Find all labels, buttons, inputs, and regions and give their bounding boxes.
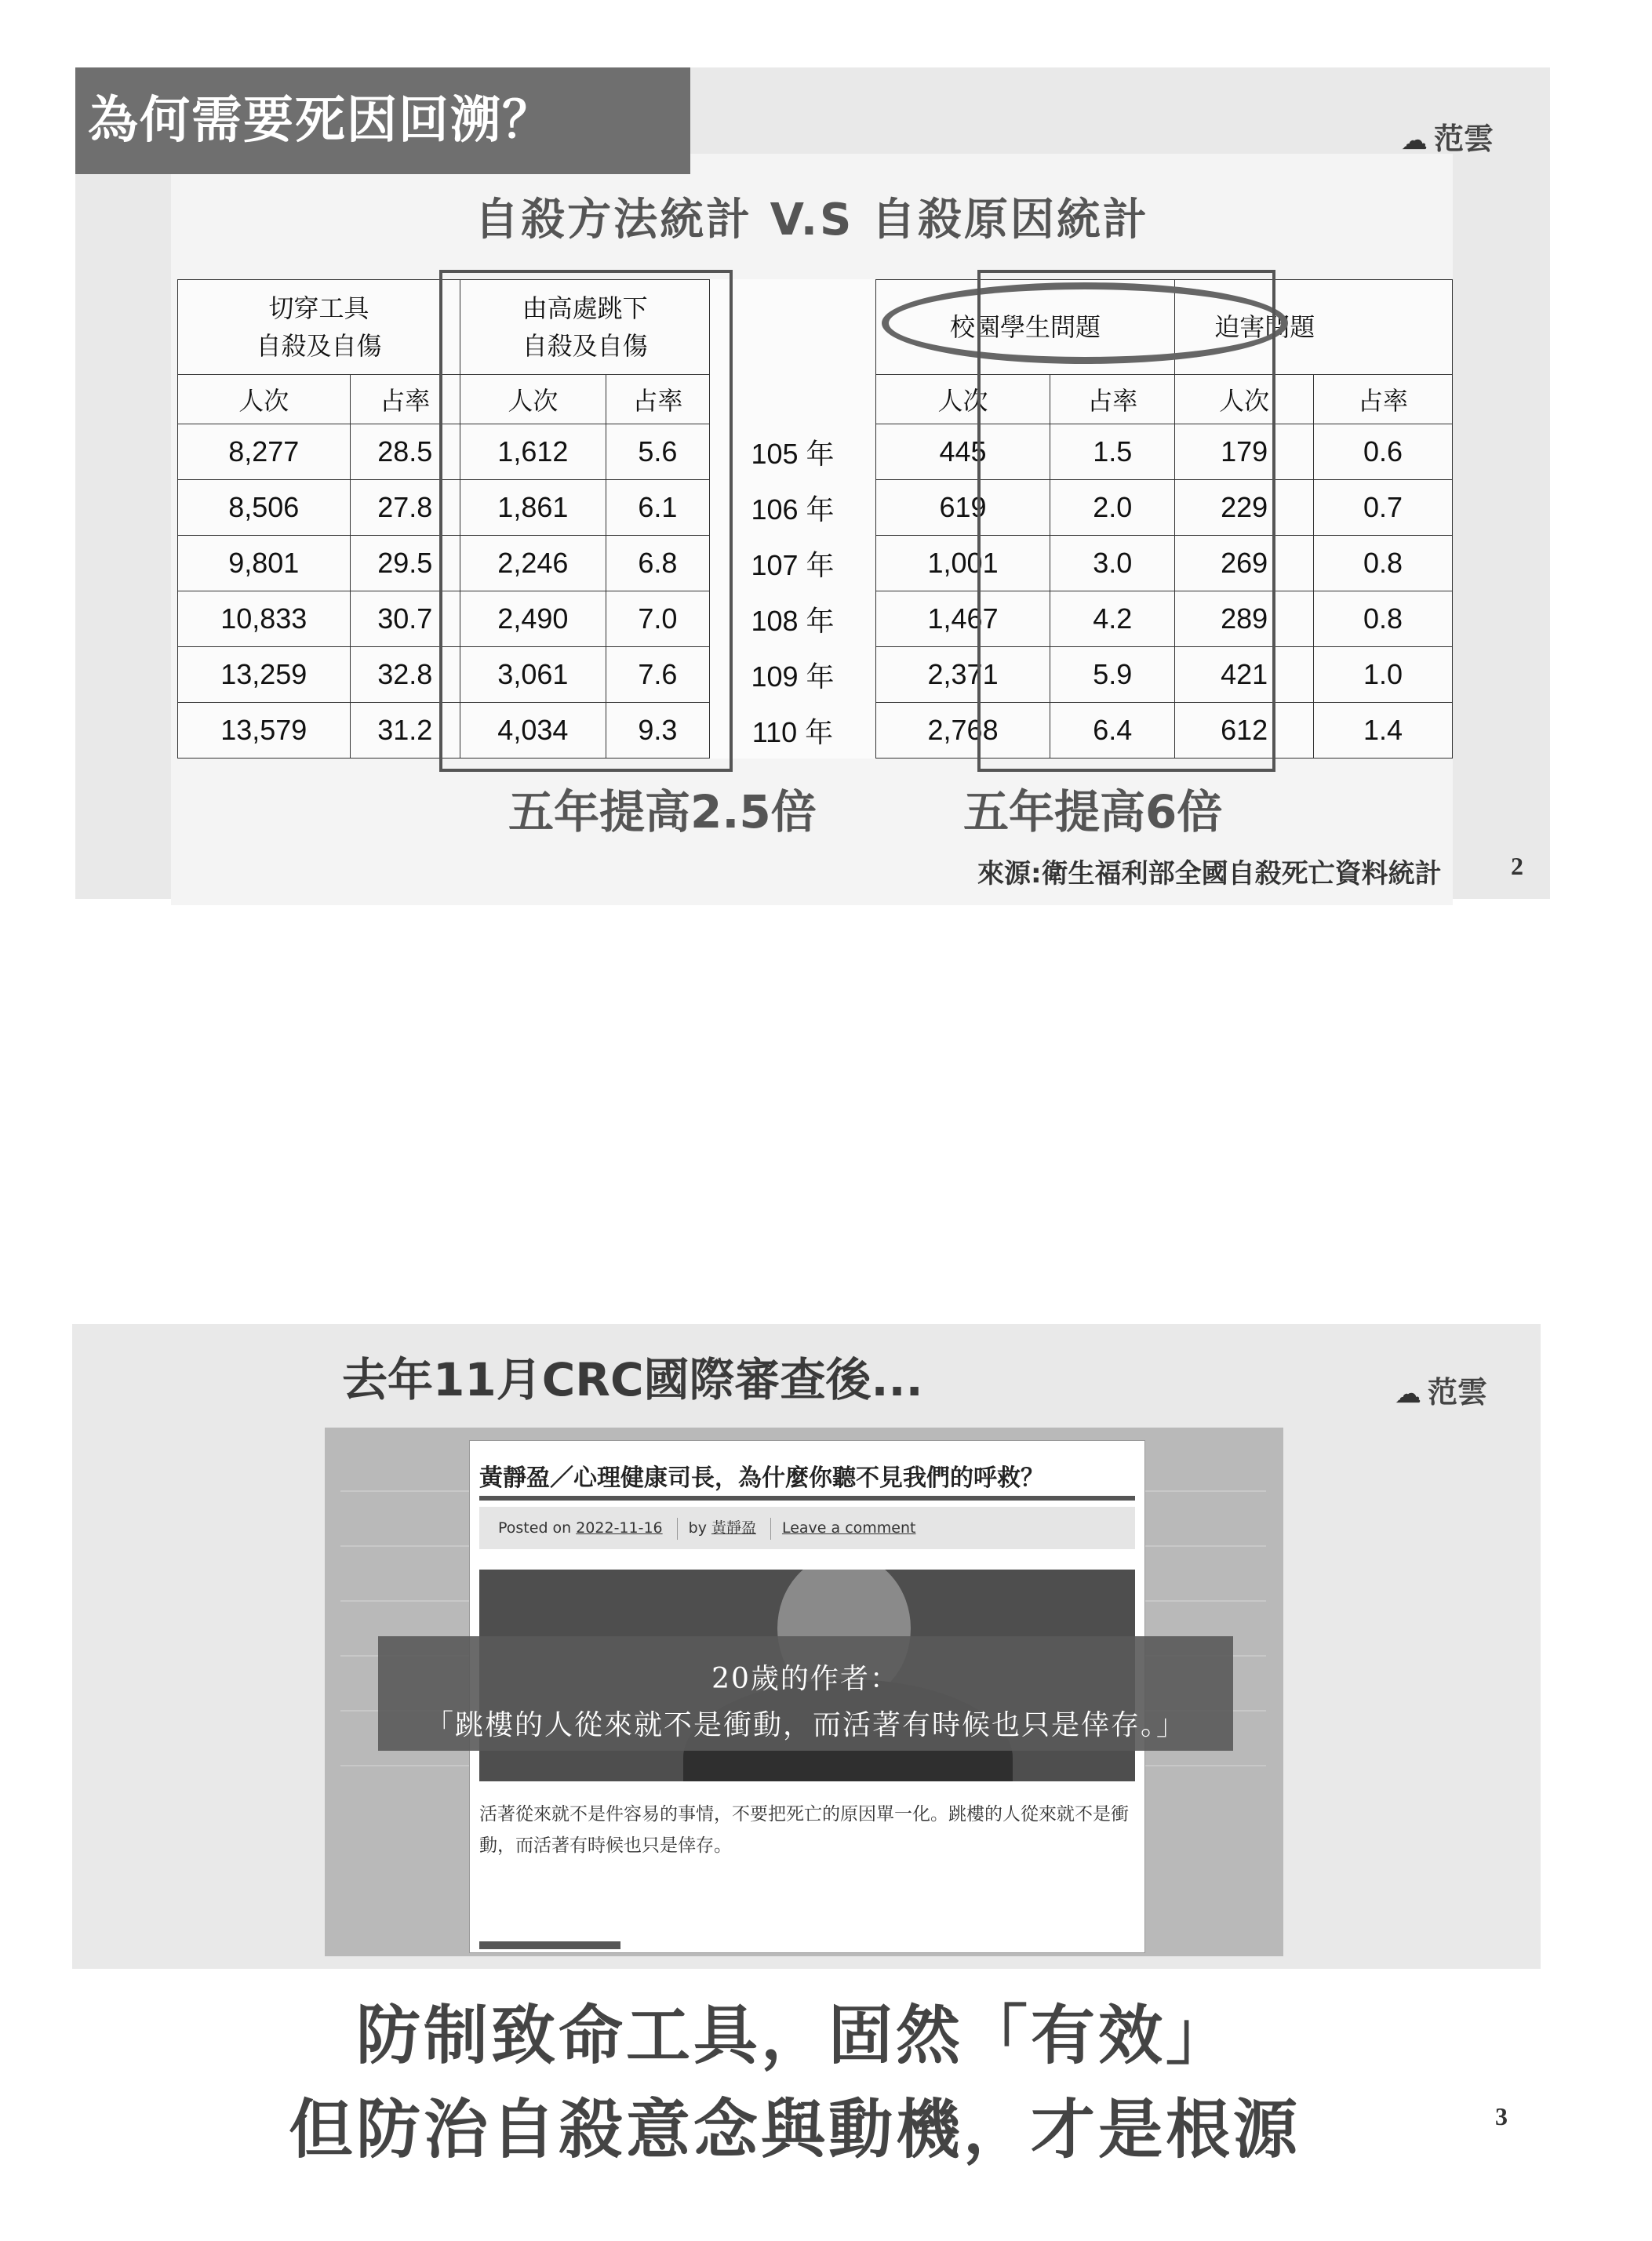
cell: 6.4 (1050, 703, 1175, 759)
caption-jumping-growth: 五年提高2.5倍 (508, 785, 817, 839)
brand-name: 范雲 (1428, 1375, 1488, 1410)
cell: 0.6 (1314, 424, 1453, 480)
cell: 269 (1175, 536, 1314, 591)
conclusion-line-1: 防制致命工具，固然「有效」 (355, 1999, 1233, 2073)
statistics-panel (171, 154, 1453, 905)
cell: 1,612 (460, 424, 606, 480)
group-cutting-tools (178, 280, 460, 375)
group-persecution: 迫害問題 (1175, 280, 1453, 375)
cell: 0.8 (1314, 591, 1453, 647)
cell: 0.8 (1314, 536, 1453, 591)
cell: 2.0 (1050, 480, 1175, 536)
article-title[interactable]: 黃靜盈／心理健康司長，為什麼你聽不見我們的呼救？ (479, 1464, 1044, 1492)
year-cell: 107 年 (710, 536, 876, 591)
cell: 5.6 (606, 424, 710, 480)
cell: 8,506 (178, 480, 351, 536)
slide-title: 去年11月CRC國際審查後... (342, 1353, 923, 1406)
cell: 2,768 (875, 703, 1050, 759)
cell: 31.2 (350, 703, 460, 759)
source-note: 來源:衛生福利部全國自殺死亡資料統計 (977, 858, 1442, 889)
cell: 3,061 (460, 647, 606, 703)
cell: 612 (1175, 703, 1314, 759)
year-cell: 109 年 (710, 647, 876, 703)
title-rule (479, 1496, 1135, 1501)
year-header-blank (710, 280, 876, 375)
cell: 0.7 (1314, 480, 1453, 536)
group-label: 由高處跳下 (522, 293, 648, 323)
cloud-icon: ☁ (1395, 1378, 1421, 1410)
meta-divider (770, 1518, 771, 1540)
cell: 445 (875, 424, 1050, 480)
cell: 6.1 (606, 480, 710, 536)
quote-author: 20歲的作者： (711, 1663, 900, 1695)
page-number: 2 (1511, 852, 1523, 880)
cell: 7.0 (606, 591, 710, 647)
col-person: 人次 (1175, 375, 1314, 424)
cell: 27.8 (350, 480, 460, 536)
slide-2 (75, 67, 1550, 899)
article-body: 活著從來就不是件容易的事情，不要把死亡的原因單一化。跳樓的人從來就不是衝動，而活著有時候也只是倖存。 (479, 1804, 1129, 1856)
brand-name: 范雲 (1434, 122, 1494, 156)
year-cell: 106 年 (710, 480, 876, 536)
group-label: 自殺及自傷 (522, 331, 648, 361)
cell: 8,277 (178, 424, 351, 480)
cell: 13,259 (178, 647, 351, 703)
cell: 619 (875, 480, 1050, 536)
cell: 9,801 (178, 536, 351, 591)
col-rate: 占率 (1314, 375, 1453, 424)
cell: 3.0 (1050, 536, 1175, 591)
cell: 421 (1175, 647, 1314, 703)
group-campus-students: 校園學生問題 (875, 280, 1174, 375)
cell: 13,579 (178, 703, 351, 759)
cell: 28.5 (350, 424, 460, 480)
col-rate: 占率 (1050, 375, 1175, 424)
meta-divider (677, 1518, 678, 1540)
cell: 4,034 (460, 703, 606, 759)
col-person: 人次 (460, 375, 606, 424)
cell: 5.9 (1050, 647, 1175, 703)
year-cell: 108 年 (710, 591, 876, 647)
brand-logo (1401, 115, 1494, 158)
cell: 2,371 (875, 647, 1050, 703)
cell: 2,490 (460, 591, 606, 647)
conclusion-line-2: 但防治自殺意念與動機，才是根源 (288, 2093, 1301, 2167)
cell: 32.8 (350, 647, 460, 703)
col-person: 人次 (178, 375, 351, 424)
post-date-link[interactable]: 2022-11-16 (576, 1519, 663, 1537)
highlight-box-campus (977, 270, 1275, 772)
cell: 1,001 (875, 536, 1050, 591)
article-footer-bar (479, 1941, 620, 1949)
cell: 6.8 (606, 536, 710, 591)
by-label: by (688, 1519, 707, 1537)
brand-logo (1395, 1368, 1487, 1411)
quote-text: 「跳樓的人從來就不是衝動，而活著有時候也只是倖存。」 (424, 1709, 1186, 1741)
cell: 1.4 (1314, 703, 1453, 759)
year-cell: 105 年 (710, 424, 876, 480)
cell: 1.0 (1314, 647, 1453, 703)
year-cell: 110 年 (710, 703, 876, 759)
slide-title: 為何需要死因回溯？ (75, 67, 690, 174)
cell: 2,246 (460, 536, 606, 591)
group-label: 自殺及自傷 (256, 331, 382, 361)
cell: 1,467 (875, 591, 1050, 647)
cell: 30.7 (350, 591, 460, 647)
caption-campus-growth: 五年提高6倍 (963, 785, 1223, 839)
page-number: 3 (1495, 2102, 1508, 2130)
slide-subtitle: 自殺方法統計 V.S 自殺原因統計 (475, 195, 1149, 246)
cell: 289 (1175, 591, 1314, 647)
highlight-box-jumping (439, 270, 733, 772)
cell: 10,833 (178, 591, 351, 647)
leave-comment-link[interactable]: Leave a comment (781, 1519, 916, 1537)
cell: 1.5 (1050, 424, 1175, 480)
group-label: 切穿工具 (268, 293, 369, 323)
cell: 29.5 (350, 536, 460, 591)
quote-overlay (378, 1636, 1233, 1751)
col-person: 人次 (875, 375, 1050, 424)
cell: 229 (1175, 480, 1314, 536)
cell: 9.3 (606, 703, 710, 759)
posted-label: Posted on (498, 1519, 572, 1537)
cloud-icon: ☁ (1401, 125, 1428, 156)
cell: 179 (1175, 424, 1314, 480)
col-rate: 占率 (606, 375, 710, 424)
author-link[interactable]: 黃靜盈 (711, 1519, 756, 1537)
slide-3 (72, 1324, 1541, 1969)
cell: 4.2 (1050, 591, 1175, 647)
year-col-blank (710, 375, 876, 424)
cell: 1,861 (460, 480, 606, 536)
cell: 7.6 (606, 647, 710, 703)
col-rate: 占率 (350, 375, 460, 424)
article-meta (479, 1507, 1135, 1549)
